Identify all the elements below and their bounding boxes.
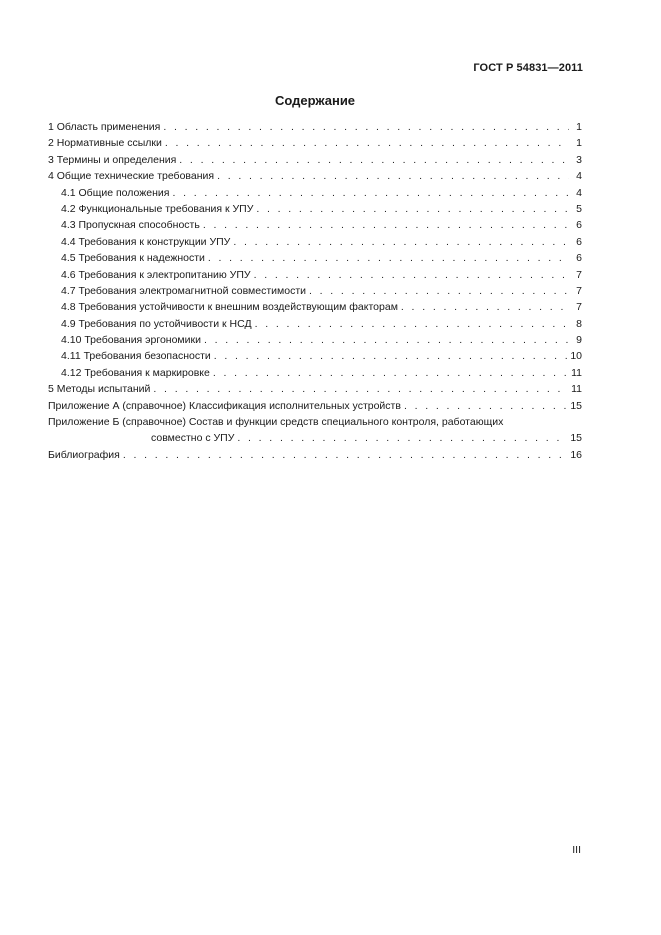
toc-entry-label: 4.6 Требования к электропитанию УПУ <box>61 268 251 281</box>
toc-entry-page: 15 <box>570 399 582 412</box>
dot-leader <box>309 283 569 299</box>
dot-leader <box>203 217 569 233</box>
toc-entry[interactable] <box>48 348 582 364</box>
toc-entry-page: 11 <box>571 366 582 379</box>
dot-leader <box>204 332 569 348</box>
toc-entry-page: 3 <box>576 153 582 166</box>
toc-entry-label: Библиография <box>48 448 120 461</box>
dot-leader <box>179 152 569 168</box>
toc-entry-label: 4.10 Требования эргономики <box>61 334 201 347</box>
toc-entry-page: 4 <box>576 186 582 199</box>
toc-entry[interactable] <box>48 381 582 397</box>
toc-entry[interactable] <box>48 316 582 332</box>
toc-entry[interactable] <box>48 135 582 151</box>
toc-entry-page: 8 <box>576 317 582 330</box>
toc-entry-appendix-b[interactable] <box>48 414 582 447</box>
toc-entry[interactable] <box>48 398 582 414</box>
toc-entry-label: 4.3 Пропускная способность <box>61 219 200 232</box>
dot-leader <box>256 201 569 217</box>
toc-entry[interactable] <box>48 250 582 266</box>
toc-entry-label: 4 Общие технические требования <box>48 170 215 183</box>
toc-entry-label: 4.4 Требования к конструкции УПУ <box>61 235 231 248</box>
toc-entry[interactable] <box>48 185 582 201</box>
toc-entry[interactable] <box>48 217 582 233</box>
dot-leader <box>254 267 569 283</box>
toc-entry-bibliography[interactable] <box>48 447 582 463</box>
dot-leader <box>404 398 567 414</box>
toc-entry-page: 6 <box>576 235 582 248</box>
toc-entry-label: 4.12 Требования к маркировке <box>61 366 210 379</box>
dot-leader <box>255 316 569 332</box>
toc-entry-label: 4.5 Требования к надежности <box>61 252 205 265</box>
toc-entry-page: 1 <box>576 120 582 133</box>
toc-entry-label: 4.7 Требования электромагнитной совместимости <box>61 284 307 297</box>
toc-entry[interactable] <box>48 267 582 283</box>
toc-entry-label: 4.9 Требования по устойчивости к НСД <box>61 317 252 330</box>
dot-leader <box>172 185 569 201</box>
toc-entry[interactable] <box>48 201 582 217</box>
dot-leader <box>153 381 568 397</box>
dot-leader <box>208 250 569 266</box>
dot-leader <box>163 119 569 135</box>
toc-entry-page: 7 <box>576 301 582 314</box>
toc-entry[interactable] <box>48 152 582 168</box>
dot-leader <box>123 447 567 463</box>
toc-entry-label: 2 Нормативные ссылки <box>48 137 162 150</box>
toc-entry-page: 16 <box>570 448 582 461</box>
toc-entry-page: 11 <box>571 383 582 396</box>
toc-entry-label: Приложение А (справочное) Классификация исполнительных устройств <box>48 399 401 412</box>
toc-entry[interactable] <box>48 332 582 348</box>
toc-entry-label: Приложение Б (справочное) Состав и функции средств специального контроля, работающих <box>48 416 504 429</box>
toc-entry-label: 1 Область применения <box>48 120 161 133</box>
table-of-contents <box>48 119 582 463</box>
toc-entry-page: 9 <box>576 334 582 347</box>
toc-entry-page: 15 <box>570 432 582 445</box>
toc-entry-label-continued: совместно с УПУ <box>151 432 235 445</box>
toc-entry[interactable] <box>48 365 582 381</box>
toc-entry-page: 7 <box>576 268 582 281</box>
toc-entry-page: 6 <box>576 252 582 265</box>
toc-entry[interactable] <box>48 299 582 315</box>
dot-leader <box>401 299 569 315</box>
toc-entry-label: 5 Методы испытаний <box>48 383 151 396</box>
dot-leader <box>165 135 569 151</box>
toc-entry-label: 4.11 Требования безопасности <box>61 350 211 363</box>
toc-entry-label: 3 Термины и определения <box>48 153 177 166</box>
toc-entry-label: 4.2 Функциональные требования к УПУ <box>61 202 254 215</box>
toc-entry[interactable] <box>48 168 582 184</box>
dot-leader <box>214 348 568 364</box>
toc-entry[interactable] <box>48 119 582 135</box>
dot-leader <box>237 430 567 446</box>
toc-entry[interactable] <box>48 234 582 250</box>
toc-entry-page: 10 <box>570 350 582 363</box>
toc-entry-page: 6 <box>576 219 582 232</box>
document-code: ГОСТ Р 54831—2011 <box>473 62 583 74</box>
page-number: III <box>572 844 581 856</box>
dot-leader <box>213 365 568 381</box>
toc-entry-page: 7 <box>576 284 582 297</box>
toc-entry[interactable] <box>48 283 582 299</box>
toc-entry-page: 1 <box>576 137 582 150</box>
dot-leader <box>217 168 569 184</box>
toc-entry-page: 5 <box>576 202 582 215</box>
page-title: Содержание <box>274 93 356 108</box>
toc-entry-label: 4.1 Общие положения <box>61 186 170 199</box>
toc-entry-label: 4.8 Требования устойчивости к внешним воздействующим факторам <box>61 301 398 314</box>
toc-entry-page: 4 <box>576 170 582 183</box>
dot-leader <box>233 234 569 250</box>
